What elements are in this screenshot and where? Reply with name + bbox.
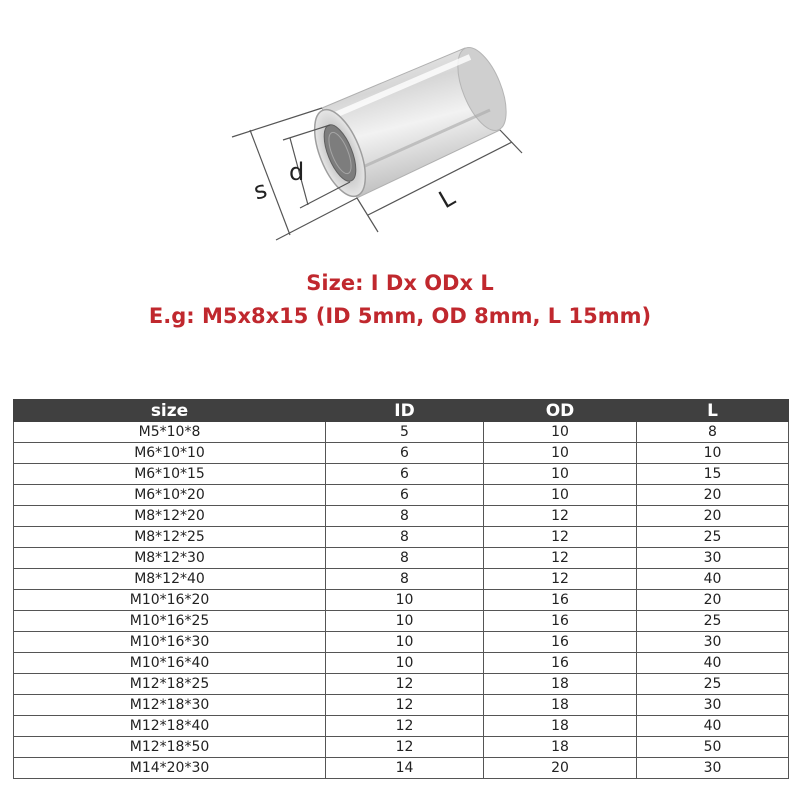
cell-od: 18 (484, 716, 637, 737)
cell-l: 30 (637, 548, 789, 569)
cell-od: 10 (484, 422, 637, 443)
cell-id: 10 (326, 653, 484, 674)
cell-od: 10 (484, 464, 637, 485)
cell-l: 8 (637, 422, 789, 443)
cell-l: 20 (637, 485, 789, 506)
cell-l: 40 (637, 653, 789, 674)
coupling-nut-diagram (0, 0, 800, 260)
header-l: L (637, 400, 789, 422)
cell-od: 18 (484, 737, 637, 758)
cell-od: 10 (484, 443, 637, 464)
table-row (14, 695, 789, 716)
cell-od: 18 (484, 674, 637, 695)
dimension-label-s: s (250, 175, 270, 206)
cell-size: M8*12*30 (14, 548, 326, 569)
cell-od: 16 (484, 611, 637, 632)
size-spec-table (13, 399, 789, 779)
cell-id: 12 (326, 737, 484, 758)
table-row (14, 548, 789, 569)
cell-l: 15 (637, 464, 789, 485)
cell-l: 30 (637, 695, 789, 716)
cell-id: 8 (326, 527, 484, 548)
table-row (14, 569, 789, 590)
cell-id: 14 (326, 758, 484, 779)
table-row (14, 590, 789, 611)
cell-size: M10*16*20 (14, 590, 326, 611)
table-row (14, 716, 789, 737)
cell-l: 50 (637, 737, 789, 758)
cell-l: 20 (637, 506, 789, 527)
table-row (14, 464, 789, 485)
cell-od: 12 (484, 506, 637, 527)
cell-id: 6 (326, 443, 484, 464)
cell-size: M6*10*20 (14, 485, 326, 506)
cell-id: 8 (326, 569, 484, 590)
cell-size: M12*18*40 (14, 716, 326, 737)
cell-size: M10*16*25 (14, 611, 326, 632)
cell-id: 12 (326, 716, 484, 737)
dimension-label-L: L (434, 183, 460, 215)
cell-l: 20 (637, 590, 789, 611)
header-size: size (14, 400, 326, 422)
cell-l: 10 (637, 443, 789, 464)
cell-id: 6 (326, 485, 484, 506)
table-row (14, 632, 789, 653)
cell-size: M8*12*20 (14, 506, 326, 527)
table-row (14, 653, 789, 674)
cell-od: 10 (484, 485, 637, 506)
cell-size: M12*18*25 (14, 674, 326, 695)
cell-id: 12 (326, 674, 484, 695)
cell-size: M12*18*50 (14, 737, 326, 758)
cell-l: 25 (637, 611, 789, 632)
cell-od: 12 (484, 548, 637, 569)
cell-id: 10 (326, 632, 484, 653)
table-row (14, 737, 789, 758)
cell-od: 12 (484, 527, 637, 548)
table-row (14, 527, 789, 548)
cell-id: 12 (326, 695, 484, 716)
header-id: ID (326, 400, 484, 422)
cell-od: 16 (484, 590, 637, 611)
cell-id: 8 (326, 506, 484, 527)
cell-size: M5*10*8 (14, 422, 326, 443)
cell-od: 16 (484, 653, 637, 674)
cell-id: 8 (326, 548, 484, 569)
cell-l: 40 (637, 716, 789, 737)
size-format-caption: Size: I Dx ODx L (306, 271, 494, 295)
cell-od: 18 (484, 695, 637, 716)
cell-size: M12*18*30 (14, 695, 326, 716)
cell-size: M10*16*40 (14, 653, 326, 674)
table-header-row (14, 400, 789, 422)
cell-size: M14*20*30 (14, 758, 326, 779)
table-row (14, 611, 789, 632)
cell-size: M6*10*15 (14, 464, 326, 485)
cell-od: 12 (484, 569, 637, 590)
cell-od: 16 (484, 632, 637, 653)
table-row (14, 674, 789, 695)
size-example-caption: E.g: M5x8x15 (ID 5mm, OD 8mm, L 15mm) (148, 304, 652, 328)
header-od: OD (484, 400, 637, 422)
table-row (14, 758, 789, 779)
cell-id: 10 (326, 611, 484, 632)
cell-id: 5 (326, 422, 484, 443)
table-row (14, 443, 789, 464)
table-row (14, 506, 789, 527)
cell-l: 30 (637, 758, 789, 779)
cell-size: M6*10*10 (14, 443, 326, 464)
cell-id: 10 (326, 590, 484, 611)
cell-l: 30 (637, 632, 789, 653)
cell-size: M10*16*30 (14, 632, 326, 653)
cell-l: 40 (637, 569, 789, 590)
cell-l: 25 (637, 674, 789, 695)
table-row (14, 485, 789, 506)
cell-id: 6 (326, 464, 484, 485)
dimension-label-d: d (289, 158, 305, 186)
cell-l: 25 (637, 527, 789, 548)
table-row (14, 422, 789, 443)
cell-od: 20 (484, 758, 637, 779)
cell-size: M8*12*25 (14, 527, 326, 548)
cell-size: M8*12*40 (14, 569, 326, 590)
